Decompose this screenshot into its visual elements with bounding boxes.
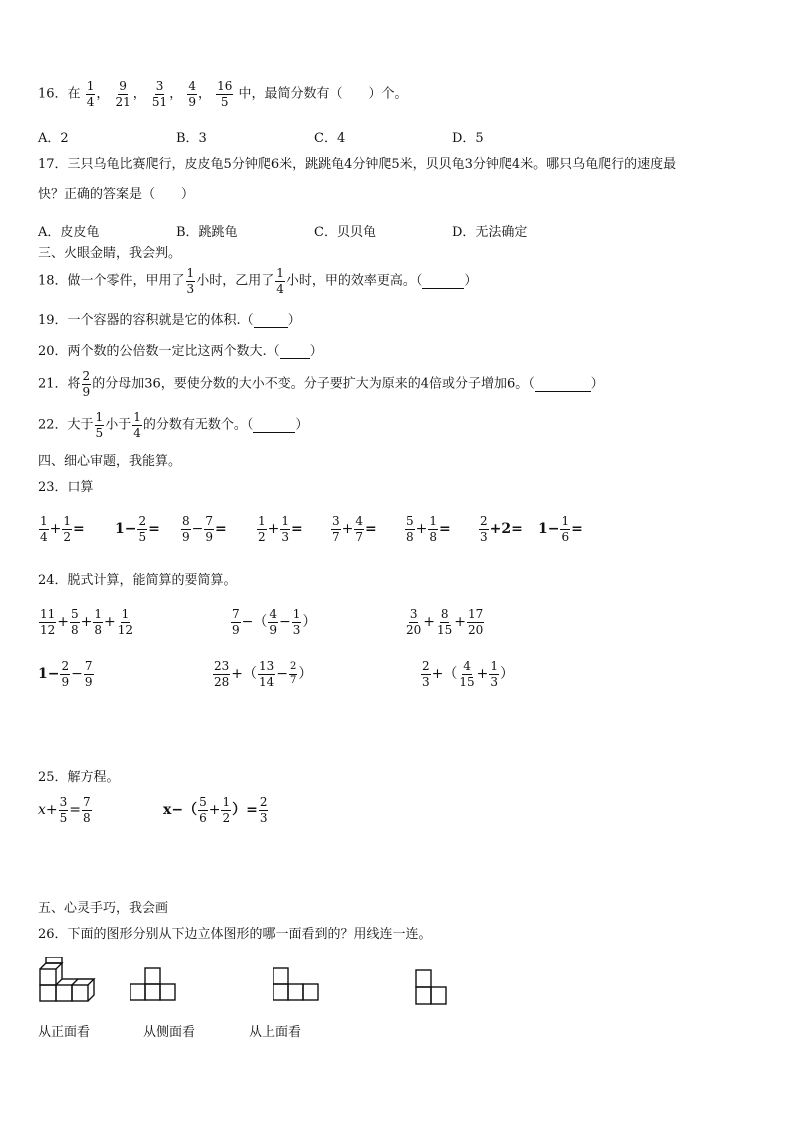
q17-option-a: A．皮皮龟 xyxy=(38,225,100,240)
q24-expr-1: $\frac{11}{12}$ + $\frac{5}{8}$ + $\frac{1}{8}$ + $\frac{1}{12}$ xyxy=(40,607,134,637)
view-figure-3 xyxy=(415,968,447,1006)
view-figure-2 xyxy=(273,966,319,1002)
q23-expr-6: $\frac{5}{8}$ + $\frac{1}{8}$ = xyxy=(406,514,451,544)
view-figure-1 xyxy=(130,966,176,1002)
q23-expr-5: $\frac{3}{7}$ + $\frac{4}{7}$ = xyxy=(332,514,377,544)
q16-number: 16． xyxy=(38,86,68,102)
q16-option-b: B．3 xyxy=(176,131,207,146)
q23-expr-4: $\frac{1}{2}$ + $\frac{1}{3}$ = xyxy=(258,514,303,544)
q17-option-d: D．无法确定 xyxy=(452,225,528,240)
q23-expr-1: $\frac{1}{4}$ + $\frac{1}{2}$ = xyxy=(40,514,85,544)
fraction: $\frac{1}{4}$ xyxy=(276,266,284,296)
q17-option-b: B．跳跳龟 xyxy=(176,225,238,240)
section-4-heading: 四、细心审题，我能算。 xyxy=(38,454,182,469)
q24-expr-4: 1− $\frac{2}{9}$ − $\frac{7}{9}$ xyxy=(38,659,93,689)
question-21: 21．将 $\frac{2}{9}$ 的分母加36，要使分数的大小不变。分子要扩大为原来的4倍或分子增加6。（ ） xyxy=(38,369,604,399)
fraction: $\frac{1}{5}$ xyxy=(95,410,104,440)
q24-expr-3: $\frac{3}{20}$ + $\frac{8}{15}$ + $\frac{17}{20}$ xyxy=(406,607,484,637)
answer-blank[interactable] xyxy=(254,314,288,328)
q16-option-c: C．4 xyxy=(314,131,346,146)
fraction: $\frac{1}{4}$ xyxy=(133,410,141,440)
fraction: $\frac{16}{5}$ xyxy=(217,79,233,109)
q23-expr-8: 1− $\frac{1}{6}$ = xyxy=(538,514,583,544)
q24-expr-6: $\frac{2}{3}$ +（ $\frac{4}{15}$ + $\frac{1}{3}$ ） xyxy=(422,659,515,689)
answer-blank[interactable] xyxy=(535,378,591,392)
q25-equation-1: x+ $\frac{3}{5}$ = $\frac{7}{8}$ xyxy=(38,795,91,825)
answer-blank[interactable] xyxy=(280,345,310,359)
answer-blank[interactable] xyxy=(253,419,295,433)
q23-expr-3: $\frac{8}{9}$ − $\frac{7}{9}$ = xyxy=(182,514,227,544)
fraction: $\frac{4}{9}$ xyxy=(188,79,196,109)
question-20: 20．两个数的公倍数一定比这两个数大.（ ） xyxy=(38,344,323,359)
question-17-line1: 17．三只乌龟比赛爬行，皮皮龟5分钟爬6米，跳跳龟4分钟爬5米，贝贝龟3分钟爬4米。哪只乌龟爬行的速度最 xyxy=(38,157,677,172)
q24-expr-2: $\frac{7}{9}$ −（ $\frac{4}{9}$ − $\frac{1}{3}$ ） xyxy=(232,607,317,637)
view-label-top: 从上面看 xyxy=(249,1025,302,1040)
question-25-title: 25．解方程。 xyxy=(38,770,120,785)
fraction: $\frac{1}{4}$ xyxy=(86,79,95,109)
section-5-heading: 五、心灵手巧，我会画 xyxy=(38,901,169,916)
fraction: $\frac{3}{51}$ xyxy=(151,79,168,109)
question-18: 18．做一个零件，甲用了 $\frac{1}{3}$ 小时，乙用了 $\frac{1}{4}$ 小时，甲的效率更高。（ ） xyxy=(38,266,478,296)
fraction: $\frac{9}{21}$ xyxy=(115,79,131,109)
q16-option-d: D．5 xyxy=(452,131,484,146)
question-26-text: 26．下面的图形分别从下边立体图形的哪一面看到的？用线连一连。 xyxy=(38,927,432,942)
question-22: 22．大于 $\frac{1}{5}$ 小于 $\frac{1}{4}$ 的分数有无数个。（ ） xyxy=(38,410,309,440)
section-3-heading: 三、火眼金睛，我会判。 xyxy=(38,246,182,261)
q25-equation-2: x−（ $\frac{5}{6}$ + $\frac{1}{2}$ ）= $\frac{2}{3}$ xyxy=(163,795,268,825)
question-23-title: 23．口算 xyxy=(38,480,94,495)
answer-blank[interactable] xyxy=(422,275,464,289)
fraction: $\frac{2}{9}$ xyxy=(82,369,91,399)
solid-figure-icon xyxy=(38,957,100,1003)
question-19: 19．一个容器的容积就是它的体积.（ ） xyxy=(38,313,301,328)
view-label-front: 从正面看 xyxy=(38,1025,91,1040)
fraction: $\frac{1}{3}$ xyxy=(186,266,195,296)
q16-option-a: A．2 xyxy=(38,131,69,146)
question-24-title: 24．脱式计算，能简算的要简算。 xyxy=(38,573,237,588)
question-17-line2: 快？正确的答案是（ ） xyxy=(38,187,195,202)
q23-expr-7: $\frac{2}{3}$ +2= xyxy=(480,514,523,544)
q17-option-c: C．贝贝龟 xyxy=(314,225,376,240)
q24-expr-5: $\frac{23}{28}$ +（ $\frac{13}{14}$ − $\frac{2}{7}$ ） xyxy=(214,659,313,689)
view-label-side: 从侧面看 xyxy=(143,1025,196,1040)
question-16: 16．在 $\frac{1}{4}$ ， $\frac{9}{21}$ ， $\frac{3}{51}$ ， $\frac{4}{9}$ ， $\frac{16}{5}$ 中，最简分数有（ ）个。 xyxy=(38,79,408,109)
q23-expr-2: 1− $\frac{2}{5}$ = xyxy=(115,514,160,544)
